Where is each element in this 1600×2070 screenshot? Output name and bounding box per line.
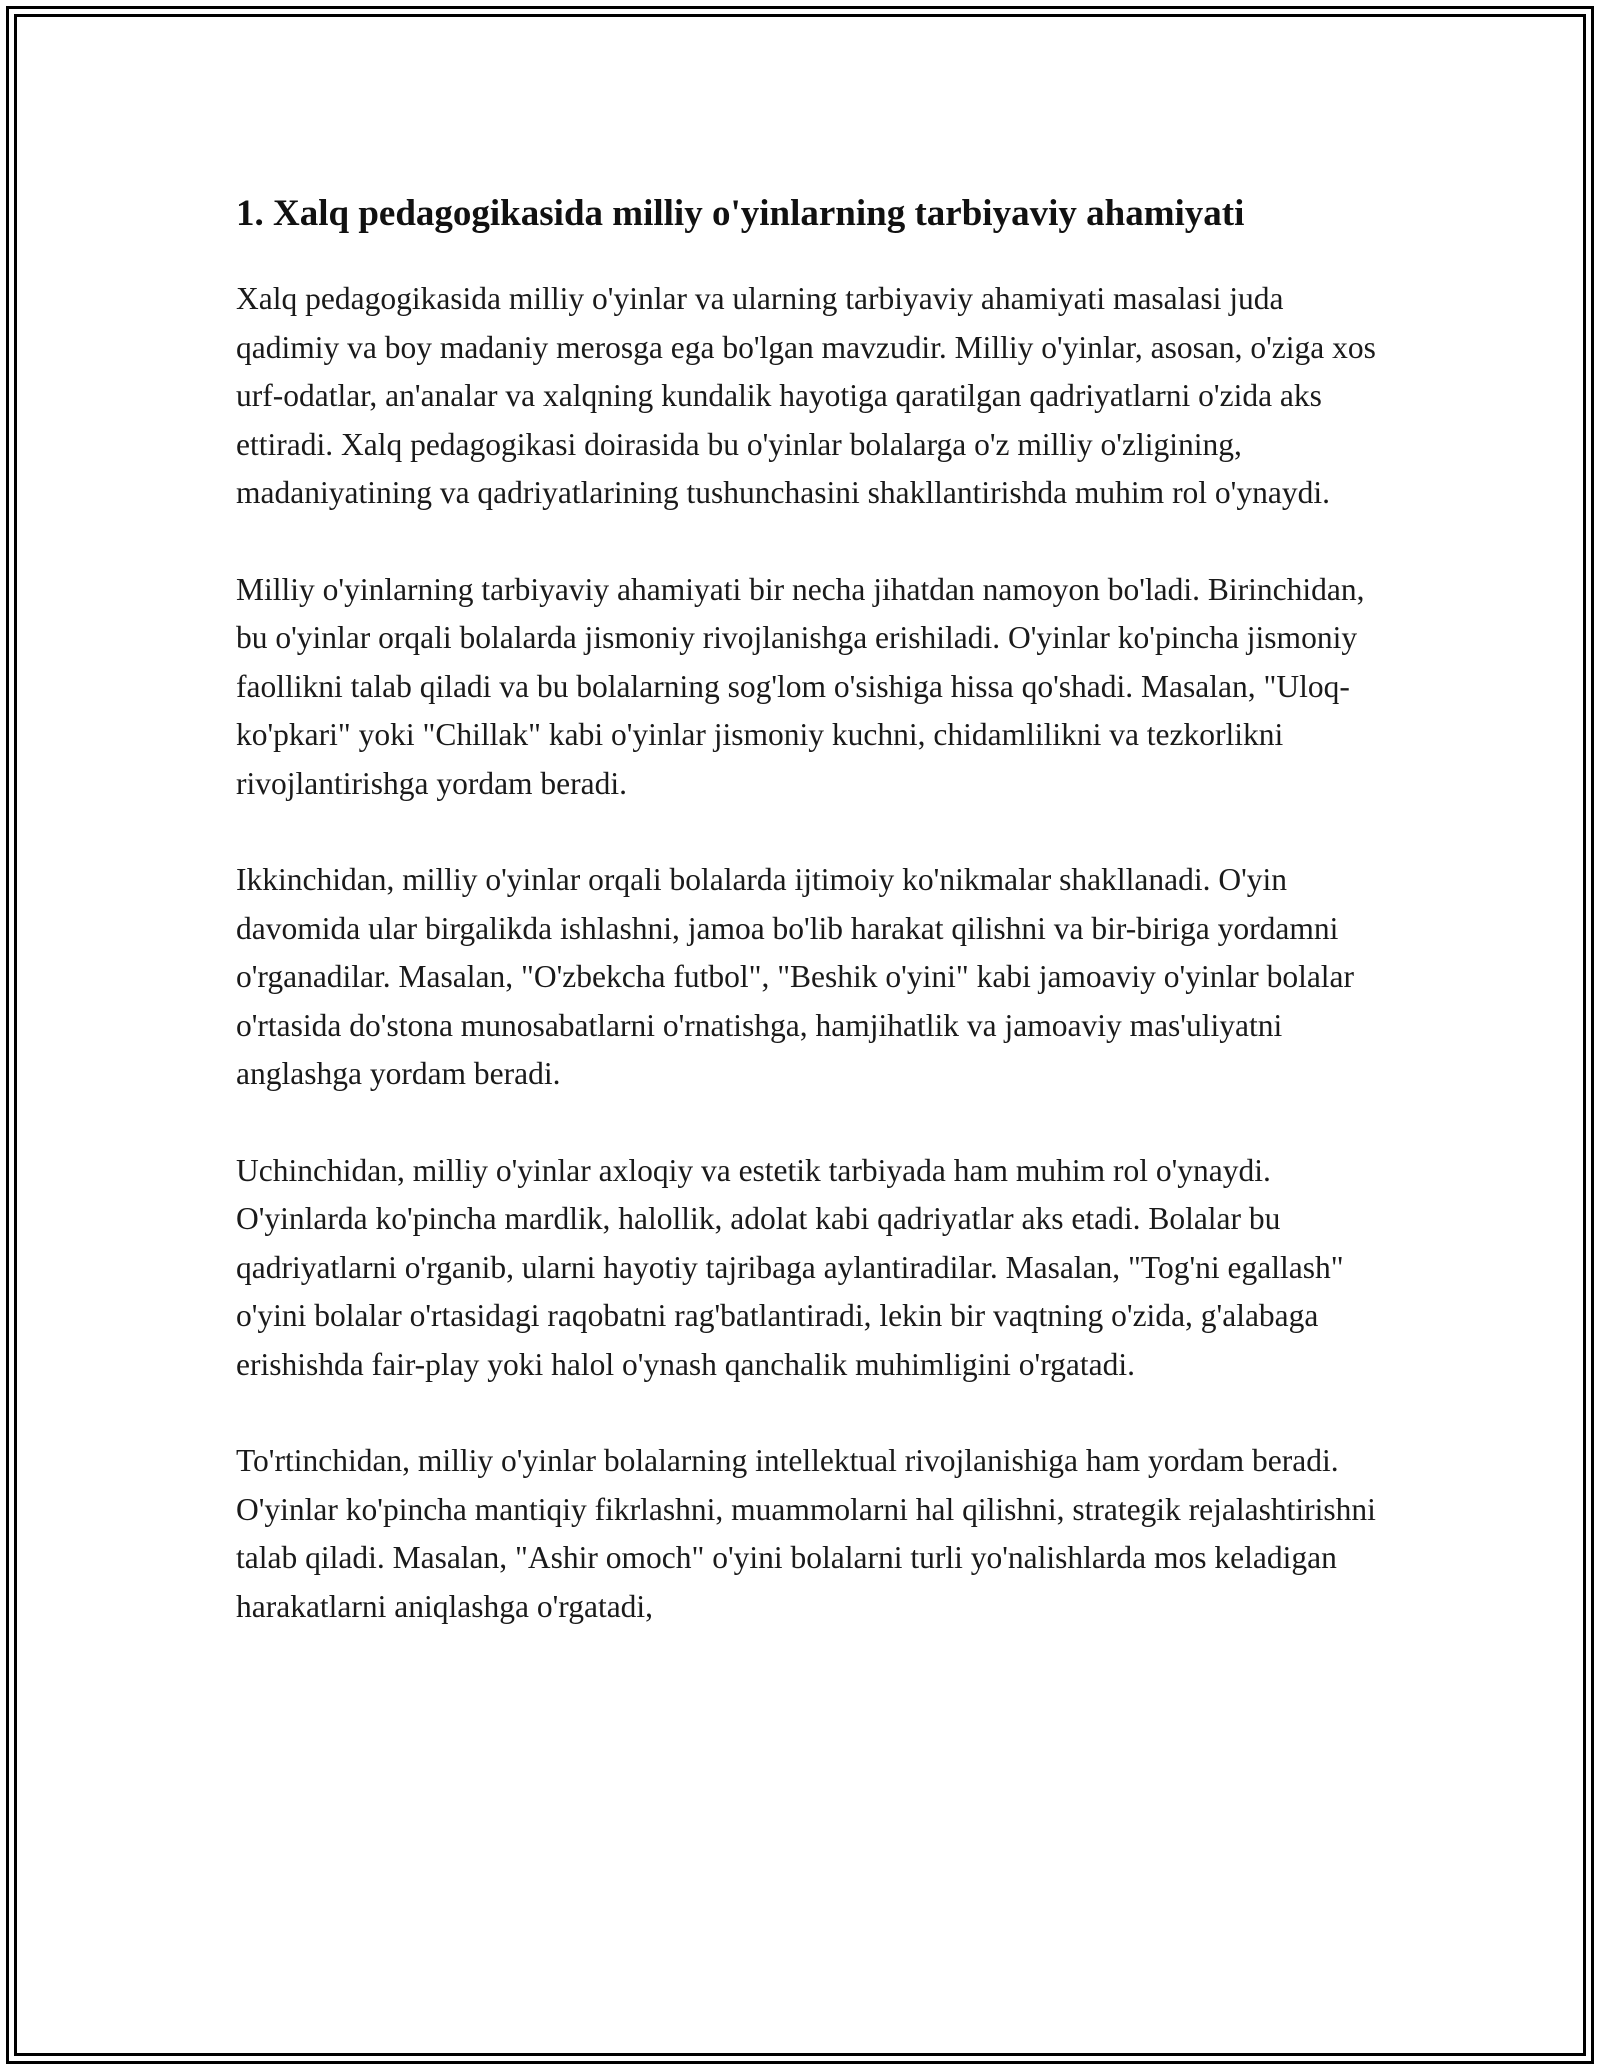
paragraph-intro: Xalq pedagogikasida milliy o'yinlar va ularning tarbiyaviy ahamiyati masalasi juda qadimiy va boy madaniy merosga ega bo'lgan mavzudir. Milliy o'yinlar, asosan, o'ziga xos urf-odatlar, an'analar va xalqning kundalik hayotiga qaratilgan qadriyatlarni o'zida aks ettiradi. Xalq pedagogikasi doirasida bu o'yinlar bolalarga o'z milliy o'zligining, madaniyatining va qadriyatlarining tushunchasini shakllantirishda muhim rol o'ynaydi. <box>236 281 1376 510</box>
paragraph-physical-development: Milliy o'yinlarning tarbiyaviy ahamiyati bir necha jihatdan namoyon bo'ladi. Birinchidan, bu o'yinlar orqali bolalarda jismoniy rivojlanishga erishiladi. O'yinlar ko'pincha jismoniy faollikni talab qiladi va bu bolalarning sog'lom o'sishiga hissa qo'shadi. Masalan, "Uloq-ko'pkari" yoki "Chillak" kabi o'yinlar jismoniy kuchni, chidamlilikni va tezkorlikni rivojlantirishga yordam beradi. <box>236 571 1365 801</box>
paragraph-intellectual: To'rtinchidan, milliy o'yinlar bolalarning intellektual rivojlanishiga ham yordam beradi. O'yinlar ko'pincha mantiqiy fikrlashni, muammolarni hal qilishni, strategik rejalashtirishni talab qiladi. Masalan, "Ashir omoch" o'yini bolalarni turli yo'nalishlarda mos keladigan harakatlarni aniqlashga o'rgatadi, <box>236 1443 1376 1624</box>
document-body <box>236 186 1386 1631</box>
paragraph-moral-aesthetic: Uchinchidan, milliy o'yinlar axloqiy va estetik tarbiyada ham muhim rol o'ynaydi. O'yinlarda ko'pincha mardlik, halollik, adolat kabi qadriyatlar aks etadi. Bolalar bu qadriyatlarni o'rganib, ularni hayotiy tajribaga aylantiradilar. Masalan, "Tog'ni egallash" o'yini bolalar o'rtasidagi raqobatni rag'batlantiradi, lekin bir vaqtning o'zida, g'alabaga erishishda fair-play yoki halol o'ynash qanchalik muhimligini o'rgatadi. <box>236 1152 1344 1382</box>
paragraph-social-skills: Ikkinchidan, milliy o'yinlar orqali bolalarda ijtimoiy ko'nikmalar shakllanadi. O'yin davomida ular birgalikda ishlashni, jamoa bo'lib harakat qilishni va bir-biriga yordamni o'rganadilar. Masalan, "O'zbekcha futbol", "Beshik o'yini" kabi jamoaviy o'yinlar bolalar o'rtasida do'stona munosabatlarni o'rnatishga, hamjihatlik va jamoaviy mas'uliyatni anglashga yordam beradi. <box>236 862 1355 1091</box>
section-heading: 1. Xalq pedagogikasida milliy o'yinlarning tarbiyaviy ahamiyati <box>236 193 1245 234</box>
